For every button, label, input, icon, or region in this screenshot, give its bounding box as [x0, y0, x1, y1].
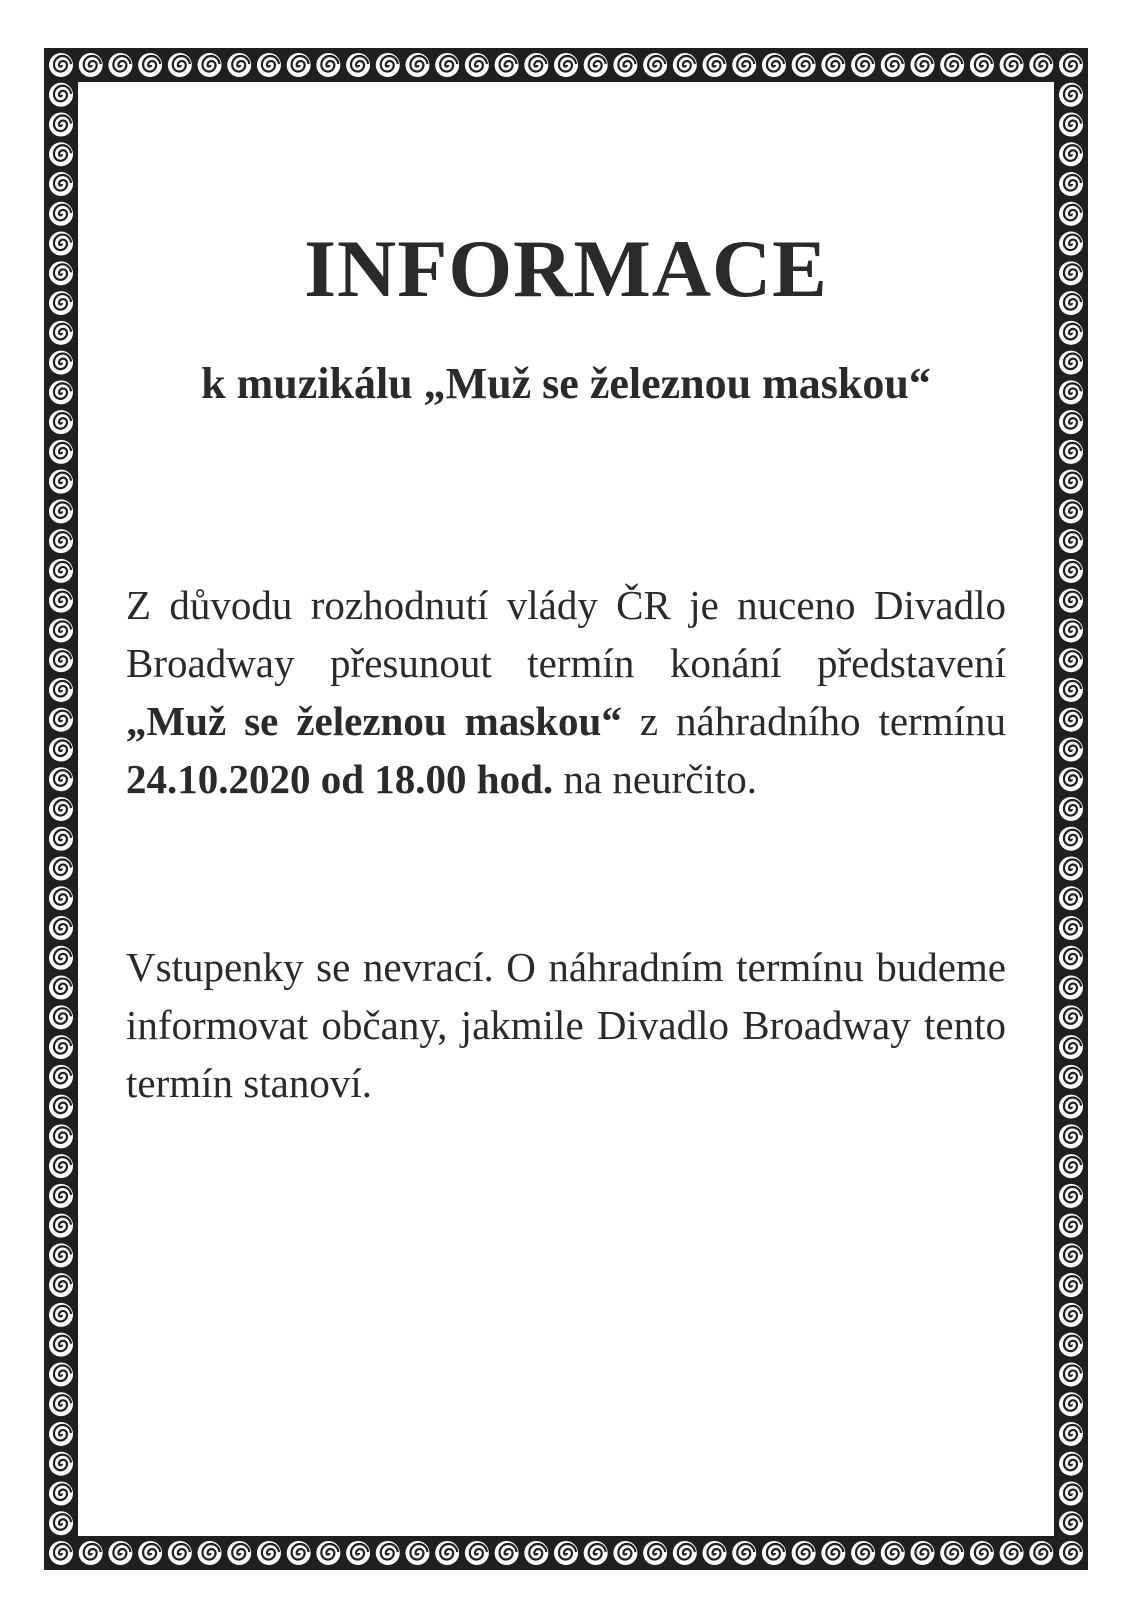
spiral-icon: [49, 976, 73, 1000]
spiral-icon: [49, 767, 73, 791]
spiral-icon: [1059, 737, 1083, 761]
spiral-icon: [49, 232, 73, 256]
spiral-icon: [49, 53, 73, 77]
spiral-icon: [49, 1541, 73, 1565]
spiral-icon: [1029, 1541, 1053, 1565]
spiral-icon: [49, 708, 73, 732]
spiral-icon: [1059, 827, 1083, 851]
spiral-icon: [1059, 797, 1083, 821]
spiral-icon: [1059, 1035, 1083, 1059]
spiral-icon: [49, 559, 73, 583]
spiral-icon: [1059, 410, 1083, 434]
spiral-icon: [49, 797, 73, 821]
spiral-icon: [1059, 321, 1083, 345]
spiral-icon: [1059, 1392, 1083, 1416]
paragraph-postponement: [126, 576, 1006, 808]
spiral-icon: [1059, 648, 1083, 672]
spiral-icon: [49, 916, 73, 940]
spiral-icon: [1059, 499, 1083, 523]
spiral-icon: [1059, 261, 1083, 285]
spiral-icon: [1059, 708, 1083, 732]
page-title: INFORMACE: [304, 223, 828, 314]
paragraph-tickets: Vstupenky se nevrací. O náhradním termínu budeme informovat občany, jakmile Divadlo Broadway tento termín stanoví.: [126, 944, 1006, 1106]
spiral-icon: [1059, 589, 1083, 613]
spiral-icon: [49, 440, 73, 464]
spiral-icon: [1059, 767, 1083, 791]
spiral-icon: [1059, 440, 1083, 464]
spiral-icon: [49, 1124, 73, 1148]
spiral-icon: [49, 529, 73, 553]
spiral-icon: [1059, 559, 1083, 583]
spiral-icon: [49, 499, 73, 523]
spiral-icon: [49, 1392, 73, 1416]
spiral-icon: [1059, 232, 1083, 256]
spiral-icon: [49, 113, 73, 137]
spiral-icon: [1059, 1511, 1083, 1535]
spiral-icon: [1059, 618, 1083, 642]
page-subtitle: k muzikálu „Muž se železnou maskou“: [201, 359, 931, 408]
spiral-icon: [49, 291, 73, 315]
spiral-icon: [49, 678, 73, 702]
spiral-icon: [49, 1154, 73, 1178]
spiral-icon: [49, 1184, 73, 1208]
spiral-icon: [49, 1035, 73, 1059]
spiral-icon: [1059, 946, 1083, 970]
spiral-icon: [49, 1095, 73, 1119]
spiral-icon: [49, 1452, 73, 1476]
spiral-icon: [1059, 1124, 1083, 1148]
spiral-icon: [1059, 886, 1083, 910]
spiral-icon: [1029, 53, 1053, 77]
notice-content: [126, 48, 1006, 1570]
spiral-icon: [49, 142, 73, 166]
spiral-icon: [1059, 1481, 1083, 1505]
spiral-icon: [1059, 976, 1083, 1000]
spiral-icon: [1059, 172, 1083, 196]
spiral-icon: [1059, 1452, 1083, 1476]
spiral-icon: [1059, 1273, 1083, 1297]
spiral-icon: [1059, 1154, 1083, 1178]
spiral-icon: [49, 202, 73, 226]
spiral-icon: [1059, 1243, 1083, 1267]
spiral-icon: [1059, 1065, 1083, 1089]
spiral-icon: [49, 1422, 73, 1446]
spiral-icon: [49, 1511, 73, 1535]
spiral-icon: [1059, 1541, 1083, 1565]
spiral-icon: [1059, 351, 1083, 375]
spiral-icon: [49, 1214, 73, 1238]
paragraph-text: Z důvodu rozhodnutí vlády ČR je nuceno Divadlo Broadway přesunout termín konání představení: [126, 582, 1006, 686]
spiral-icon: [49, 261, 73, 285]
spiral-icon: [1059, 142, 1083, 166]
spiral-icon: [49, 470, 73, 494]
spiral-icon: [1059, 1362, 1083, 1386]
spiral-icon: [49, 410, 73, 434]
spiral-icon: [49, 351, 73, 375]
spiral-icon: [1059, 83, 1083, 107]
spiral-icon: [1059, 380, 1083, 404]
spiral-icon: [1059, 1095, 1083, 1119]
spiral-icon: [1059, 678, 1083, 702]
spiral-icon: [49, 886, 73, 910]
spiral-icon: [49, 618, 73, 642]
spiral-icon: [49, 589, 73, 613]
spiral-icon: [1059, 529, 1083, 553]
spiral-icon: [1059, 291, 1083, 315]
spiral-icon: [1059, 113, 1083, 137]
spiral-icon: [1059, 470, 1083, 494]
paragraph-text: na neurčito.: [553, 756, 757, 802]
spiral-icon: [1059, 53, 1083, 77]
spiral-icon: [79, 1541, 103, 1565]
spiral-icon: [79, 53, 103, 77]
spiral-icon: [49, 1362, 73, 1386]
spiral-icon: [49, 321, 73, 345]
show-name: „Muž se železnou maskou“: [126, 698, 622, 744]
decorative-border-frame: [44, 48, 1088, 1570]
spiral-icon: [1059, 1214, 1083, 1238]
spiral-icon: [49, 1273, 73, 1297]
spiral-icon: [49, 380, 73, 404]
spiral-icon: [49, 1303, 73, 1327]
spiral-icon: [1059, 916, 1083, 940]
spiral-icon: [49, 857, 73, 881]
spiral-icon: [49, 648, 73, 672]
spiral-icon: [1059, 1184, 1083, 1208]
spiral-icon: [49, 1481, 73, 1505]
spiral-icon: [1059, 857, 1083, 881]
date-time: 24.10.2020 od 18.00 hod.: [126, 756, 554, 802]
spiral-icon: [49, 1333, 73, 1357]
spiral-icon: [1059, 202, 1083, 226]
spiral-icon: [1059, 1422, 1083, 1446]
spiral-icon: [1059, 1333, 1083, 1357]
spiral-icon: [1059, 1005, 1083, 1029]
spiral-icon: [49, 172, 73, 196]
spiral-icon: [49, 827, 73, 851]
spiral-icon: [49, 1005, 73, 1029]
spiral-icon: [49, 1243, 73, 1267]
spiral-icon: [49, 737, 73, 761]
spiral-icon: [49, 946, 73, 970]
spiral-icon: [49, 1065, 73, 1089]
spiral-icon: [49, 83, 73, 107]
paragraph-text: z náhradního termínu: [621, 698, 1006, 744]
spiral-icon: [1059, 1303, 1083, 1327]
